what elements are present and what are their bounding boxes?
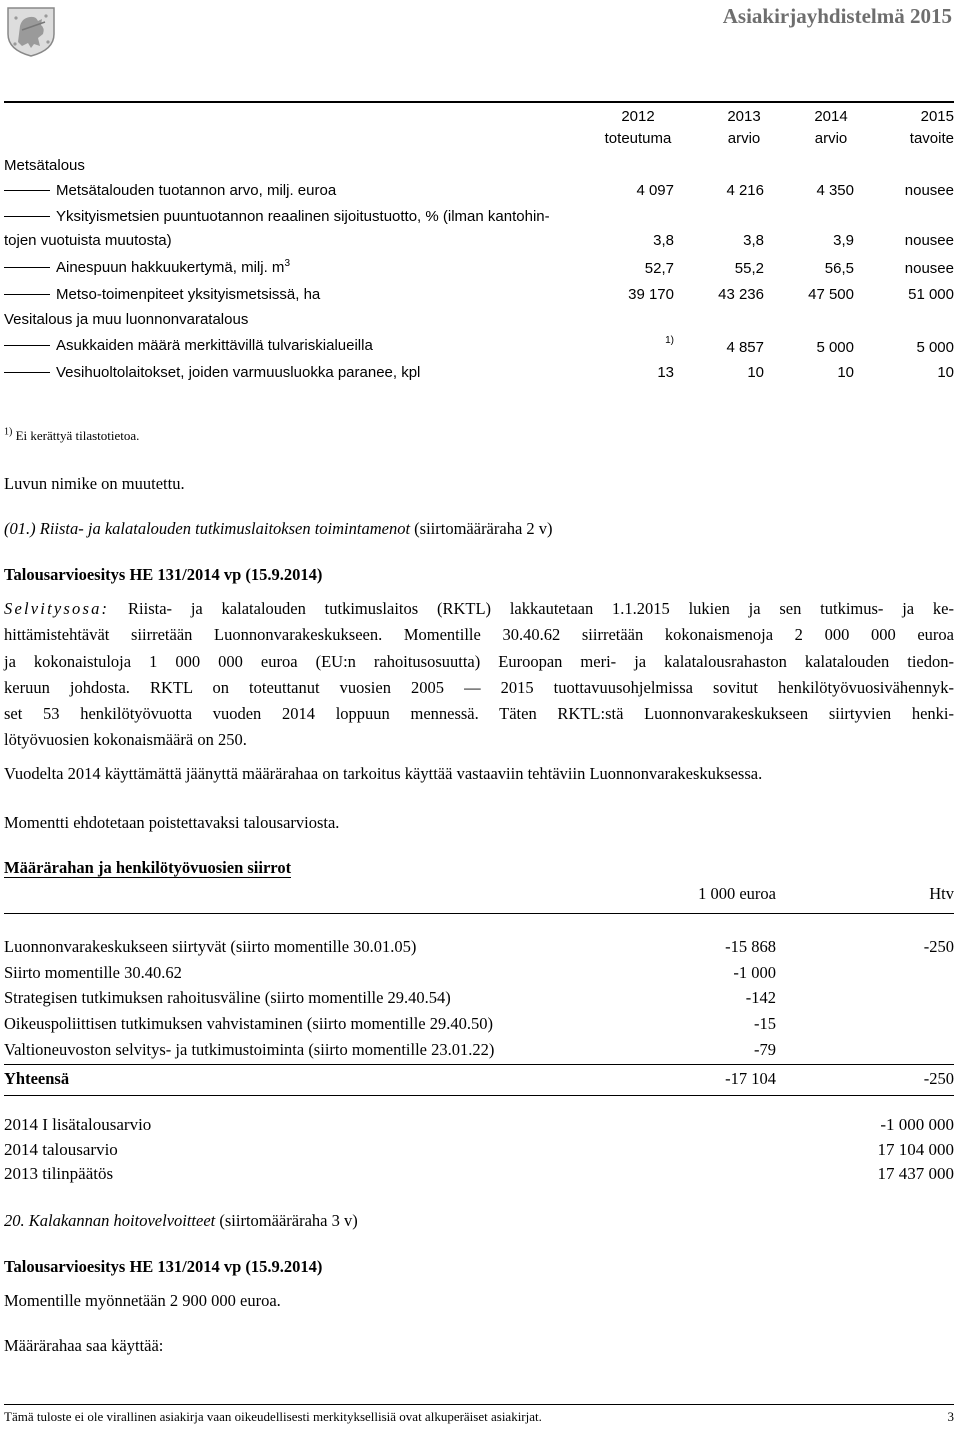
value-2015: nousee: [904, 232, 954, 249]
transfers-bottom-rule: [4, 1095, 954, 1096]
value-2012: 52,7: [644, 260, 674, 277]
explanation-label: Selvitysosa:: [4, 599, 110, 618]
paragraph: Momentille myönnetään 2 900 000 euroa.: [4, 1291, 281, 1310]
transfer-row: Strategisen tutkimuksen rahoitusväline (siirto momentille 29.40.54): [4, 988, 451, 1007]
value-2015: 10: [937, 364, 954, 381]
col-kind-2014: arvio: [814, 130, 848, 147]
history-label: 2013 tilinpäätös: [4, 1164, 114, 1183]
value-2013: 4 216: [726, 182, 764, 199]
value-2013: 43 236: [718, 286, 764, 303]
transfer-row: Valtioneuvoston selvitys- ja tutkimustoiminta (siirto momentille 23.01.22): [4, 1040, 495, 1059]
transfers-total-rule: [4, 1064, 954, 1065]
group-heading: Metsätalous: [4, 157, 85, 174]
notice: Luvun nimike on muutettu.: [4, 474, 185, 493]
col-kind-2012: toteutuma: [604, 130, 672, 147]
indicator-label: Ainespuun hakkuukertymä, milj. $m^3$: [4, 259, 290, 276]
indicator-label: Metsätalouden tuotannon arvo, milj. euroa: [4, 182, 336, 199]
indicator-label-cont: tojen vuotuista muutosta): [4, 232, 172, 249]
transfer-row: Luonnonvarakeskukseen siirtyvät (siirto momentille 30.01.05): [4, 937, 417, 956]
value-2012: 4 097: [636, 182, 674, 199]
group-heading: Vesitalous ja muu luonnonvaratalous: [4, 311, 249, 328]
col-year-2014: 2014: [814, 108, 848, 125]
value-2014: 5 000: [816, 339, 854, 356]
value-2012: 3,8: [653, 232, 674, 249]
col-kind-2013: arvio: [727, 130, 761, 147]
section-heading-20: 20. Kalakannan hoitovelvoitteet (siirtomääräraha 3 v): [4, 1211, 358, 1230]
transfers-col-eur: 1 000 euroa: [698, 884, 776, 903]
value-2015: 5 000: [916, 339, 954, 356]
value-2012: 13: [657, 364, 674, 381]
page-number: 3: [947, 1409, 954, 1424]
transfer-eur: -79: [754, 1040, 776, 1059]
document-title: Asiakirjayhdistelmä 2015: [722, 4, 952, 28]
transfers-total-label: Yhteensä: [4, 1069, 70, 1088]
col-year-2015: 2015: [920, 108, 954, 125]
proposal-heading: Talousarvioesitys HE 131/2014 vp (15.9.2014): [4, 1257, 323, 1276]
transfer-eur: -15: [754, 1014, 776, 1033]
proposal-heading: Talousarvioesitys HE 131/2014 vp (15.9.2014): [4, 565, 323, 584]
indicator-label: Metso-toimenpiteet yksityismetsissä, ha: [4, 286, 320, 303]
footnote-mark: 1): [4, 426, 13, 438]
transfer-row: Siirto momentille 30.40.62: [4, 963, 182, 982]
footer-rule: [4, 1404, 954, 1405]
col-year-2012: 2012: [621, 108, 655, 125]
section-heading-01: (01.) Riista- ja kalatalouden tutkimuslaitoksen toimintamenot (siirtomääräraha 2 v): [4, 519, 553, 538]
value-2013: 4 857: [726, 339, 764, 356]
history-value: -1 000 000: [880, 1115, 954, 1134]
value-2014: 10: [837, 364, 854, 381]
value-2013: 10: [747, 364, 764, 381]
col-kind-2015: tavoite: [909, 130, 954, 147]
top-rule: [4, 101, 954, 103]
coat-of-arms-icon: [4, 4, 58, 58]
indicator-label: Vesihuoltolaitokset, joiden varmuusluokka paranee, kpl: [4, 364, 420, 381]
transfer-eur: -142: [745, 988, 776, 1007]
transfer-htv: -250: [923, 937, 954, 956]
value-2013: 55,2: [734, 260, 764, 277]
value-2014: 47 500: [808, 286, 854, 303]
history-value: 17 104 000: [877, 1140, 954, 1159]
value-2014: 4 350: [816, 182, 854, 199]
transfer-eur: -1 000: [733, 963, 776, 982]
transfer-row: Oikeuspoliittisen tutkimuksen vahvistaminen (siirto momentille 29.40.50): [4, 1014, 493, 1033]
footnote: [4, 428, 139, 444]
value-2012: 39 170: [628, 286, 674, 303]
value-2015: nousee: [904, 182, 954, 199]
paragraph: Momentti ehdotetaan poistettavaksi talousarviosta.: [4, 813, 340, 832]
indicator-label: Asukkaiden määrä merkittävillä tulvariskialueilla: [4, 337, 373, 354]
value-2015: 51 000: [908, 286, 954, 303]
history-label: 2014 I lisätalousarvio: [4, 1115, 152, 1134]
paragraph: Vuodelta 2014 käyttämättä jäänyttä määrärahaa on tarkoitus käyttää vastaaviin tehtäviin Luonnonvarakeskuksessa.: [4, 764, 763, 783]
col-year-2013: 2013: [727, 108, 761, 125]
transfers-total-htv: -250: [923, 1069, 954, 1088]
indicator-label: Yksityismetsien puuntuotannon reaalinen sijoitustuotto, % (ilman kantohin-: [4, 208, 550, 225]
footnote-mark: 1): [665, 335, 674, 346]
transfers-header-rule: [4, 913, 954, 914]
explanation-paragraph: Selvitysosa: Riista- ja kalatalouden tutkimuslaitos (RKTL) lakkautetaan 1.1.2015 lukien ja sen tutkimus- ja ke- hittämistehtävät siirretään Luonnonvarakeskukseen. Momentille 30.40.62 siirretään kokonaismenoja 2 000 000 euroa ja kokonaistuloja 1 000 000 euroa (EU:n rahoitusosuutta) Euroopan meri- ja kalatalousrahaston kalatalouden tiedon- keruun johdosta. RKTL on toteuttanut vuosien 2005 — 2015 tuottavuusohjelmissa sovitut henkilötyövuosivähennyk- set 53 henkilötyövuotta vuoden 2014 loppuun mennessä. Täten RKTL:stä Luonnonvarakeskukseen siirtyvien henki- lötyövuosien kokonaismäärä on 250.: [4, 599, 954, 750]
history-label: 2014 talousarvio: [4, 1140, 118, 1159]
history-value: 17 437 000: [877, 1164, 954, 1183]
value-2013: 3,8: [743, 232, 764, 249]
transfers-col-htv: Htv: [929, 884, 954, 903]
footer-text: Tämä tuloste ei ole virallinen asiakirja vaan oikeudellisesti merkityksellisiä ovat alkuperäiset asiakirjat.: [4, 1409, 542, 1424]
value-2014: 56,5: [824, 260, 854, 277]
transfers-title: Määrärahan ja henkilötyövuosien siirrot: [4, 858, 292, 877]
transfers-total-eur: -17 104: [725, 1069, 776, 1088]
value-2015: nousee: [904, 260, 954, 277]
transfer-eur: -15 868: [725, 937, 776, 956]
footnote-text: Ei kerättyä tilastotietoa.: [15, 428, 140, 443]
value-2014: 3,9: [833, 232, 854, 249]
paragraph: Määrärahaa saa käyttää:: [4, 1336, 164, 1355]
